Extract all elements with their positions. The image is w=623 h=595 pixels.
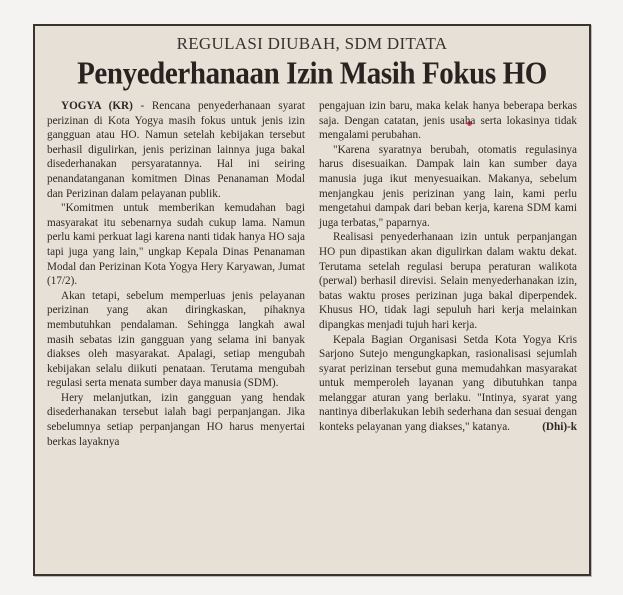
paragraph bbox=[47, 99, 305, 201]
paragraph: pengajuan izin baru, maka kelak hanya beberapa berkas saja. Dengan catatan, jenis usaha serta lokasinya tidak mengalami perubahan. bbox=[319, 100, 577, 142]
article-headline: Penyederhanaan Izin Masih Fokus HO bbox=[77, 56, 547, 92]
paragraph: Akan tetapi, sebelum memperluas jenis pelayanan perizinan yang akan diringkaskan, pihaknya membutuhkan pendalaman. Sehingga langkah awal masih sebatas izin gangguan yang selama ini banyak diakses oleh masyarakat. Apalagi, setiap mengubah kebijakan selalu diikuti penataan. Terutama mengubah regulasi serta menata sumber daya manusia (SDM). bbox=[47, 289, 305, 390]
byline: (Dhi)-k bbox=[542, 421, 577, 434]
dateline: YOGYA (KR) bbox=[61, 100, 133, 112]
paragraph bbox=[319, 333, 577, 435]
newspaper-clipping bbox=[33, 24, 591, 576]
column-right bbox=[319, 99, 577, 569]
paragraph: Realisasi penyederhanaan izin untuk perpanjangan HO pun dipastikan akan digulirkan dalam waktu dekat. Terutama setelah regulasi berupa peraturan walikota (perwal) berhasil direvisi. Selain menyederhanakan izin, batas waktu proses perizinan juga bakal diperpendek. Khusus HO, tidak lagi sepuluh hari kerja melainkan dipangkas menjadi tujuh hari kerja. bbox=[319, 231, 577, 331]
paragraph: Hery melanjutkan, izin gangguan yang hendak disederhanakan tersebut ialah bagi perpanjangan. Jika sebelumnya setiap perpanjangan HO harus menyertai berkas layaknya bbox=[47, 391, 305, 448]
paragraph: "Komitmen untuk memberikan kemudahan bagi masyarakat itu sebenarnya sudah cukup lama. Namun perlu kami perkuat lagi karena nanti tidak hanya HO saja tapi juga yang lain," ungkap Kepala Dinas Penanaman Modal dan Perizinan Kota Yogya Hery Karyawan, Jumat (17/2). bbox=[47, 202, 305, 288]
article-kicker: REGULASI DIUBAH, SDM DITATA bbox=[176, 34, 448, 53]
paragraph-text: - Rencana penyederhanaan syarat perizinan di Kota Yogya masih fokus untuk jenis izin gangguan atau HO. Namun setelah kebijakan tersebut berhasil digulirkan, jenis perizinan lainnya juga bakal disederhanakan persyaratannya. Hal ini seiring penandatanganan komitmen Dinas Penanaman Modal dan Perizinan dalam pelayanan publik. bbox=[47, 100, 305, 200]
article-body bbox=[47, 99, 577, 569]
column-left bbox=[47, 99, 305, 569]
paragraph: "Karena syaratnya berubah, otomatis regulasinya harus disesuaikan. Dampak lain kan sumber daya manusia juga ikut menyesuaikan. Makanya, sebelum menjangkau jenis perizinan yang lain, kami perlu mengetahui dampak dari beban kerja, karena SDM kami juga terbatas," paparnya. bbox=[319, 143, 577, 229]
paragraph-text: Kepala Bagian Organisasi Setda Kota Yogya Kris Sarjono Sutejo mengungkapkan, rasionalisasi sejumlah syarat perizinan tersebut guna memudahkan masyarakat untuk memperoleh layanan yang dibutuhkan tanpa melanggar aturan yang berlaku. "Intinya, syarat yang nantinya diberlakukan lebih sederhana dan sesuai dengan konteks pelayanan yang diakses," katanya. bbox=[319, 333, 577, 434]
